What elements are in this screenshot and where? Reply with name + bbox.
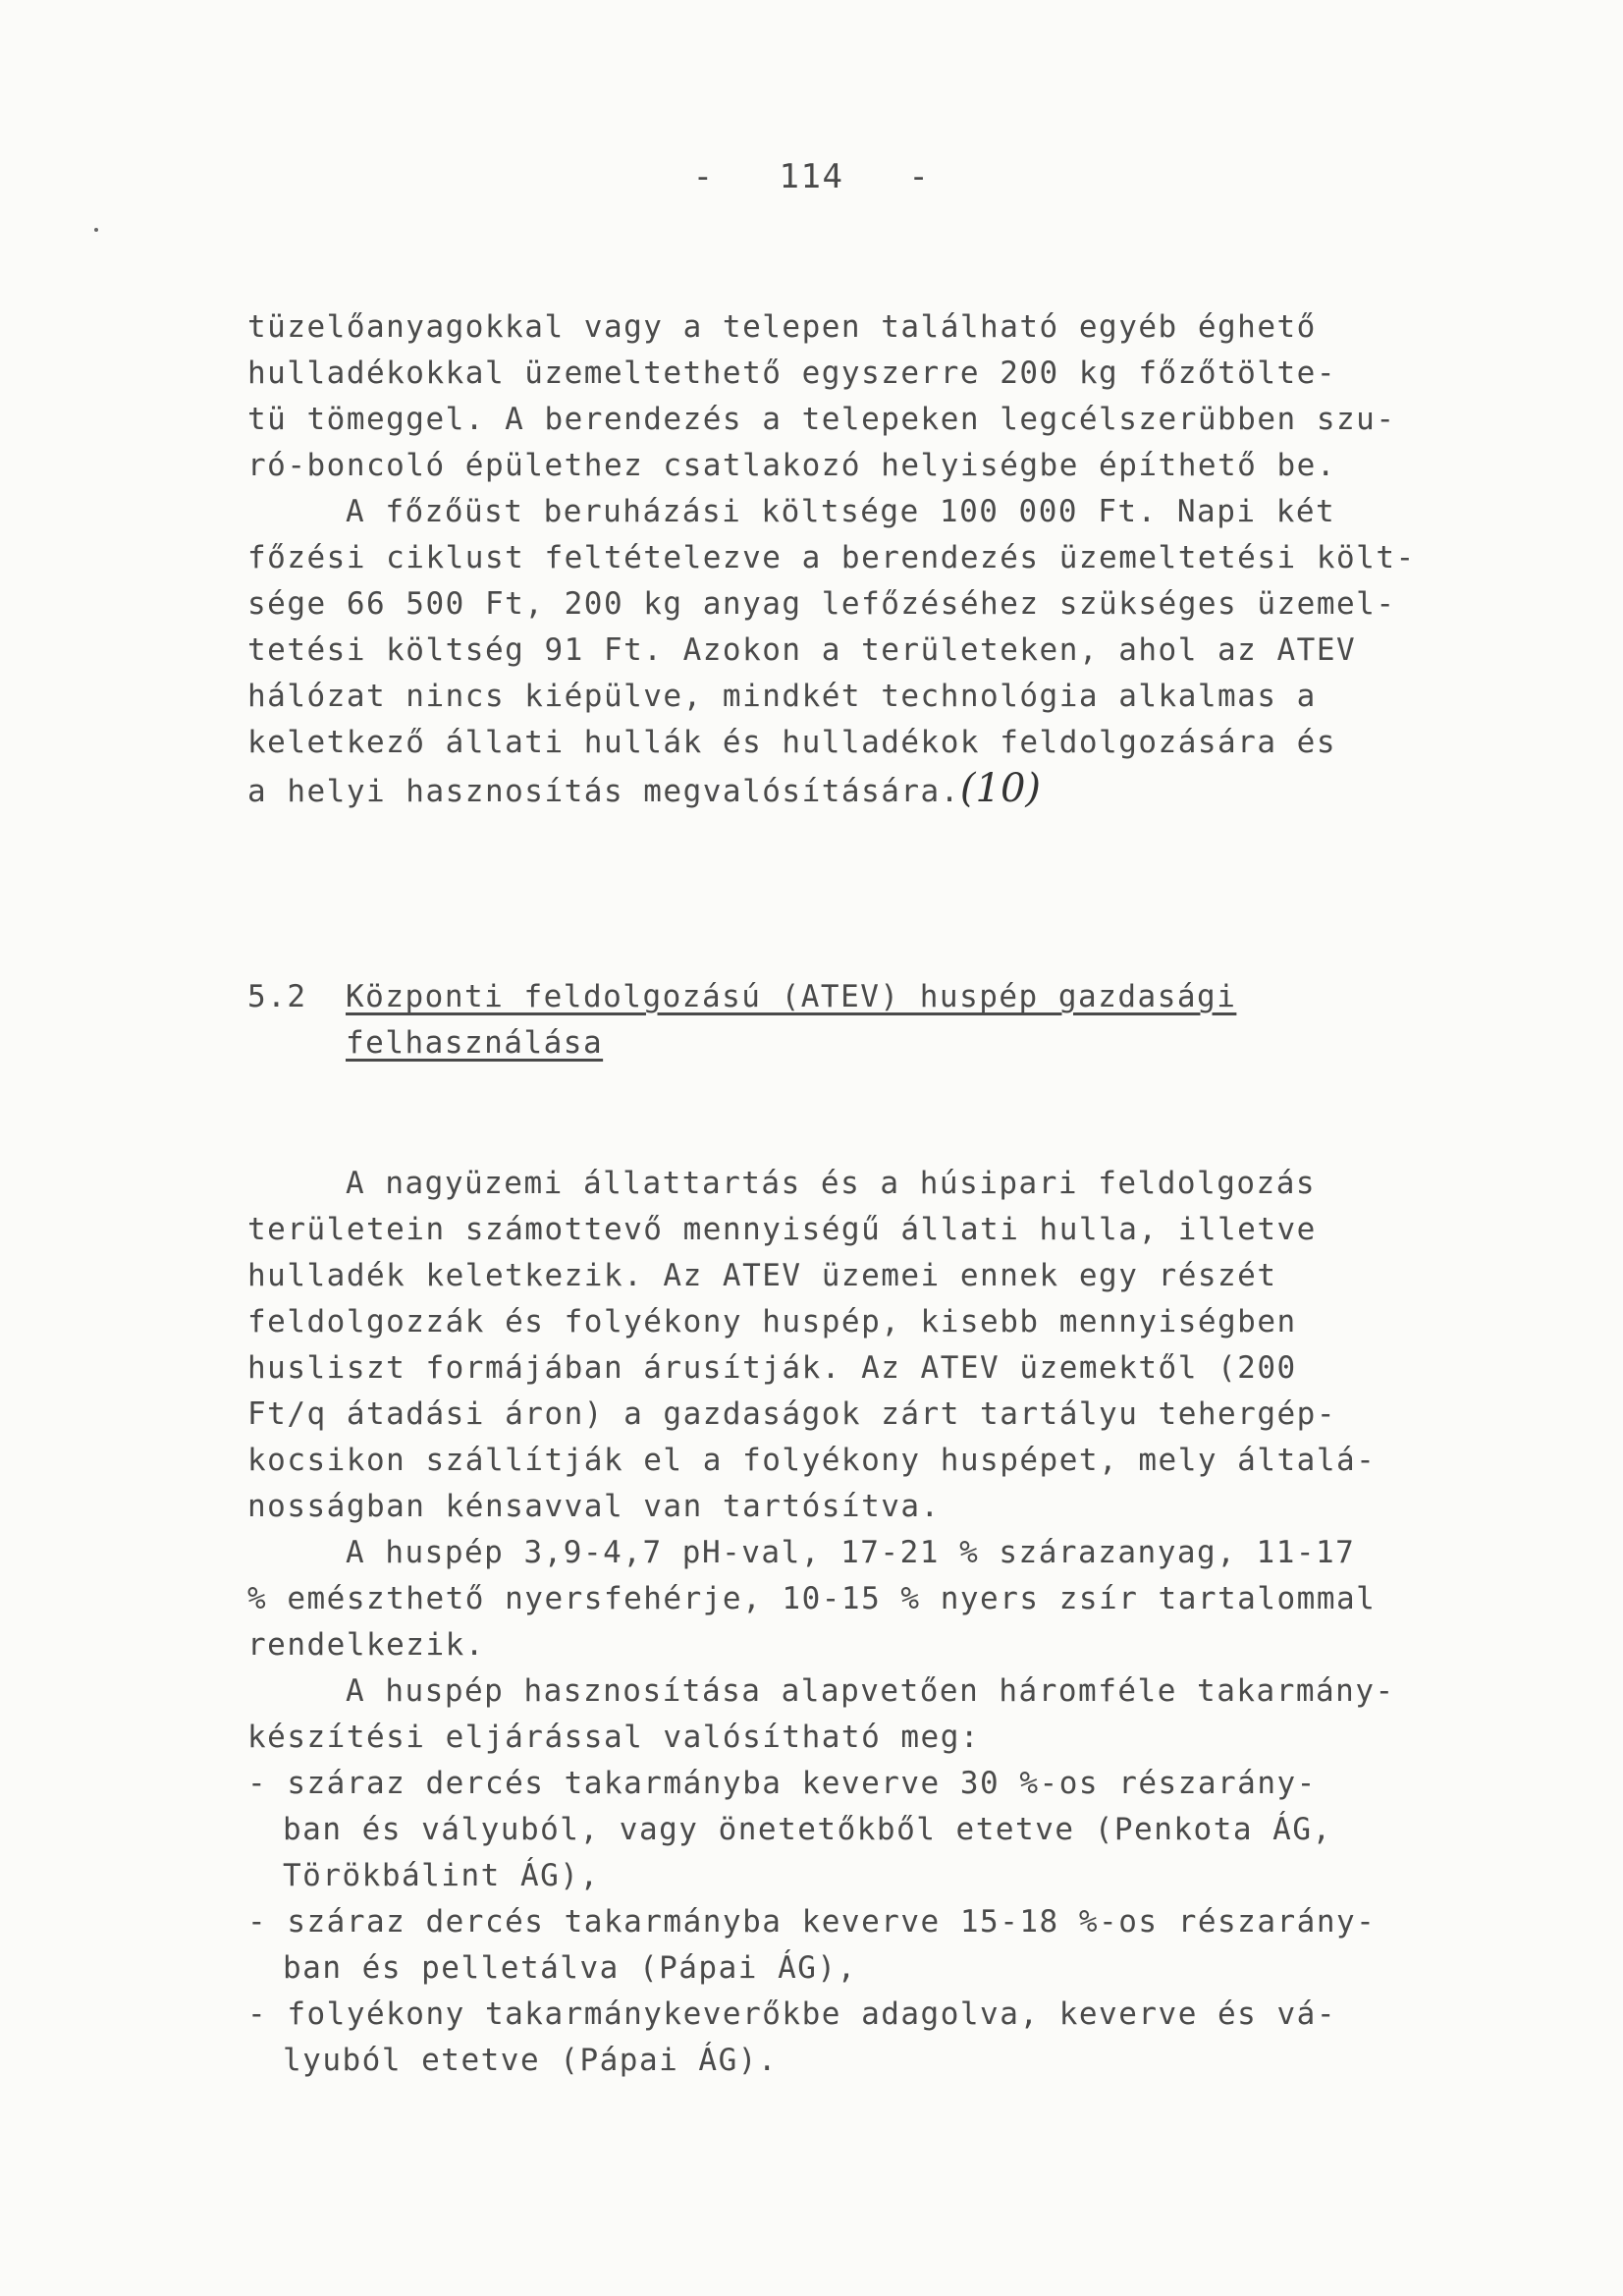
text-line: kocsikon szállítják el a folyékony huspépet, mely általá- xyxy=(247,1443,1377,1478)
section-title xyxy=(346,974,1426,1066)
text-line: % emészthető nyersfehérje, 10-15 % nyers zsír tartalommal xyxy=(247,1581,1377,1616)
section-title-line: Központi feldolgozású (ATEV) huspép gazdasági xyxy=(346,979,1237,1014)
text-line: sége 66 500 Ft, 200 kg anyag lefőzéséhez szükséges üzemel- xyxy=(247,586,1396,622)
text-line: területein számottevő mennyiségű állati hulla, illetve xyxy=(247,1212,1317,1247)
paragraph-main-3 xyxy=(247,1530,1465,1668)
text-line: rendelkezik. xyxy=(247,1627,485,1663)
paragraph-main-4 xyxy=(247,1668,1465,1761)
text-line: nosságban kénsavval van tartósítva. xyxy=(247,1489,941,1524)
text-line: Törökbálint ÁG), xyxy=(283,1858,600,1893)
text-line: főzési ciklust feltételezve a berendezés üzemeltetési költ- xyxy=(247,540,1416,575)
text-line: A huspép hasznosítása alapvetően háromféle takarmány- xyxy=(346,1673,1395,1709)
text-line: tetési költség 91 Ft. Azokon a területeken, ahol az ATEV xyxy=(247,632,1357,668)
section-number: 5.2 xyxy=(247,979,307,1014)
list-item xyxy=(247,1992,1465,2084)
paragraph-main-2 xyxy=(247,1161,1465,1530)
text-line: A nagyüzemi állattartás és a húsipari feldolgozás xyxy=(346,1166,1317,1201)
text-line: - száraz dercés takarmányba keverve 15-18 %-os részarány- xyxy=(247,1904,1377,1940)
list-item xyxy=(247,1899,1465,1992)
page-number: - 114 - xyxy=(692,157,931,196)
text-line: Ft/q átadási áron) a gazdaságok zárt tartályu tehergép- xyxy=(247,1396,1336,1432)
text-line: husliszt formájában árusítják. Az ATEV üzemektől (200 xyxy=(247,1350,1297,1386)
text-line: - folyékony takarmánykeverőkbe adagolva, keverve és vá- xyxy=(247,1996,1336,2032)
text-line: a helyi hasznosítás megvalósítására. xyxy=(247,774,960,809)
text-line: A huspép 3,9-4,7 pH-val, 17-21 % szárazanyag, 11-17 xyxy=(346,1535,1356,1570)
section-title-line: felhasználása xyxy=(346,1025,604,1061)
text-line: A főzőüst beruházási költsége 100 000 Ft. Napi két xyxy=(346,494,1336,529)
text-line: - száraz dercés takarmányba keverve 30 %-os részarány- xyxy=(247,1766,1317,1801)
text-line-with-note xyxy=(247,766,1465,812)
bullet-list xyxy=(247,1761,1465,2084)
text-line: hulladék keletkezik. Az ATEV üzemei ennek egy részét xyxy=(247,1258,1277,1293)
scan-speck xyxy=(94,228,98,232)
text-line: ban és vályuból, vagy önetetőkből etetve (Penkota ÁG, xyxy=(283,1812,1332,1847)
text-line: lyuból etetve (Pápai ÁG). xyxy=(283,2043,779,2078)
text-line: keletkező állati hullák és hulladékok feldolgozására és xyxy=(247,725,1336,760)
text-line: ró-boncoló épülethez csatlakozó helyiségbe építhető be. xyxy=(247,448,1336,483)
text-line: hálózat nincs kiépülve, mindkét technológia alkalmas a xyxy=(247,679,1317,714)
text-line: feldolgozzák és folyékony huspép, kisebb mennyiségben xyxy=(247,1304,1297,1339)
list-item xyxy=(247,1761,1465,1899)
text-line: hulladékokkal üzemeltethető egyszerre 200 kg főzőtölte- xyxy=(247,355,1336,391)
handwritten-reference-note: (10) xyxy=(959,766,1041,811)
text-line: ban és pelletálva (Pápai ÁG), xyxy=(283,1950,857,1986)
text-line: tü tömeggel. A berendezés a telepeken legcélszerübben szu- xyxy=(247,402,1396,437)
text-line: tüzelőanyagokkal vagy a telepen található egyéb éghető xyxy=(247,309,1317,345)
text-line: készítési eljárással valósítható meg: xyxy=(247,1720,981,1755)
paragraph-main-1 xyxy=(247,304,1465,812)
